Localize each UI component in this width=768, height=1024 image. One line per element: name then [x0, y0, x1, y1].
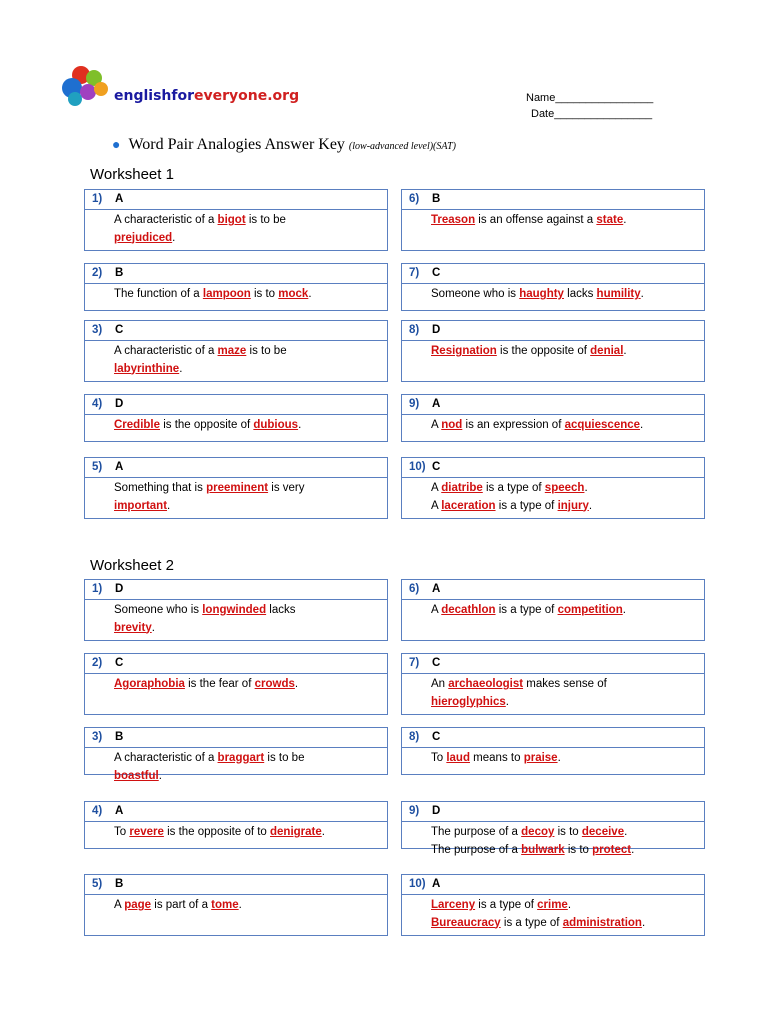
question-number: 7) [409, 657, 420, 669]
answer-letter: C [432, 731, 441, 743]
key-word: speech [544, 482, 585, 494]
answer-header [402, 458, 704, 478]
answer-letter: A [115, 805, 124, 817]
answer-header [85, 395, 387, 415]
analogy-line: A decathlon is a type of competition. [431, 604, 626, 616]
site-logo [62, 66, 112, 106]
date-field-line: Date________________ [531, 108, 653, 120]
answer-header [85, 802, 387, 822]
answer-letter: A [432, 398, 441, 410]
key-word: brevity [114, 621, 152, 634]
analogy-text [85, 822, 387, 842]
answer-letter: D [115, 398, 124, 410]
key-word: denial [590, 345, 624, 357]
analogy-line: Resignation is the opposite of denial. [431, 345, 627, 357]
key-word: mock [278, 288, 309, 300]
question-number: 6) [409, 193, 420, 205]
analogy-line: brevity. [114, 621, 155, 634]
answer-box [84, 874, 388, 936]
key-word: lampoon [202, 288, 251, 300]
answer-header [402, 190, 704, 210]
key-word: Resignation [431, 345, 497, 357]
answer-box [401, 189, 705, 251]
question-number: 3) [92, 324, 103, 336]
answer-header [402, 802, 704, 822]
question-number: 10) [409, 878, 426, 890]
analogy-line: boastful. [114, 769, 162, 782]
analogy-text [85, 600, 387, 637]
page-title [112, 136, 456, 154]
answer-box [84, 394, 388, 442]
analogy-text [85, 478, 387, 515]
key-word: Credible [114, 419, 161, 431]
key-word: Agoraphobia [114, 678, 185, 690]
key-word: boastful [114, 769, 159, 782]
key-word: state [596, 214, 624, 226]
key-word: deceive [581, 826, 625, 838]
answer-box [401, 320, 705, 382]
question-number: 10) [409, 461, 426, 473]
answer-box [401, 263, 705, 311]
answer-letter: D [115, 583, 124, 595]
analogy-text [85, 415, 387, 435]
answer-letter: B [115, 731, 124, 743]
analogy-line: To laud means to praise. [431, 752, 561, 764]
answer-header [402, 875, 704, 895]
answer-letter: A [432, 583, 441, 595]
answer-box [84, 579, 388, 641]
answer-letter: B [115, 878, 124, 890]
key-word: bigot [217, 214, 246, 226]
answer-header [85, 190, 387, 210]
answer-letter: B [115, 267, 124, 279]
answer-header [85, 264, 387, 284]
key-word: laud [446, 752, 470, 764]
key-word: administration [562, 916, 642, 929]
analogy-line: A characteristic of a maze is to be [114, 345, 287, 357]
question-number: 5) [92, 461, 103, 473]
answer-header [402, 654, 704, 674]
answer-header [85, 580, 387, 600]
question-number: 9) [409, 805, 420, 817]
answer-header [402, 264, 704, 284]
title-note: (low-advanced level)(SAT) [348, 141, 457, 152]
key-word: tome [211, 899, 239, 911]
answer-box [84, 457, 388, 519]
key-word: archaeologist [448, 678, 524, 690]
answer-letter: B [432, 193, 441, 205]
key-word: protect [592, 843, 632, 856]
key-word: labyrinthine [114, 362, 180, 375]
analogy-text [85, 284, 387, 304]
key-word: revere [129, 826, 164, 838]
analogy-text [402, 415, 704, 435]
key-word: braggart [217, 752, 265, 764]
analogy-line: The function of a lampoon is to mock. [114, 288, 312, 300]
analogy-line: Someone who is longwinded lacks [114, 604, 296, 616]
analogy-text [402, 600, 704, 620]
key-word: Larceny [431, 899, 476, 911]
worksheet-2-heading: Worksheet 2 [90, 557, 174, 574]
key-word: nod [441, 419, 463, 431]
key-word: decathlon [441, 604, 496, 616]
question-number: 1) [92, 193, 103, 205]
answer-letter: D [432, 324, 441, 336]
answer-header [85, 875, 387, 895]
key-word: humility [596, 288, 641, 300]
key-word: bulwark [521, 843, 565, 856]
name-field-line: Name________________ [526, 92, 654, 104]
site-name [114, 88, 299, 104]
answer-box [401, 801, 705, 856]
answer-header [402, 580, 704, 600]
key-word: haughty [519, 288, 564, 300]
key-word: maze [217, 345, 247, 357]
answer-header [402, 728, 704, 748]
question-number: 2) [92, 267, 103, 279]
site-name-part2: everyone.org [194, 88, 300, 104]
key-word: crime [537, 899, 568, 911]
question-number: 4) [92, 805, 103, 817]
key-word: longwinded [202, 604, 267, 616]
analogy-line: important. [114, 499, 171, 512]
answer-letter: C [115, 657, 124, 669]
analogy-text [402, 822, 704, 859]
answer-header [85, 458, 387, 478]
question-number: 1) [92, 583, 103, 595]
analogy-line: An archaeologist makes sense of [431, 678, 607, 690]
key-word: prejudiced [114, 231, 173, 244]
answer-letter: D [432, 805, 441, 817]
key-word: hieroglyphics [431, 695, 506, 708]
analogy-text [402, 284, 704, 304]
analogy-text [402, 210, 704, 230]
key-word: injury [557, 499, 589, 512]
answer-header [402, 395, 704, 415]
question-number: 8) [409, 731, 420, 743]
analogy-line: Agoraphobia is the fear of crowds. [114, 678, 299, 690]
answer-box [401, 727, 705, 775]
analogy-text [85, 341, 387, 378]
answer-letter: C [432, 461, 441, 473]
analogy-text [85, 674, 387, 694]
answer-box [84, 727, 388, 782]
analogy-line: A laceration is a type of injury. [431, 499, 593, 512]
analogy-line: A characteristic of a bigot is to be [114, 214, 286, 226]
key-word: laceration [441, 499, 496, 512]
answer-box [84, 653, 388, 715]
analogy-text [402, 341, 704, 361]
analogy-line: hieroglyphics. [431, 695, 509, 708]
analogy-text [402, 895, 704, 932]
analogy-line: labyrinthine. [114, 362, 183, 375]
key-word: competition [557, 604, 623, 616]
analogy-line: Something that is preeminent is very [114, 482, 305, 494]
analogy-line: A diatribe is a type of speech. [431, 482, 588, 494]
key-word: decoy [521, 826, 555, 838]
analogy-line: prejudiced. [114, 231, 176, 244]
answer-letter: C [115, 324, 124, 336]
analogy-line: A page is part of a tome. [114, 899, 242, 911]
key-word: praise [523, 752, 558, 764]
analogy-line: Treason is an offense against a state. [431, 214, 627, 226]
analogy-line: Bureaucracy is a type of administration. [431, 916, 646, 929]
title-text: Word Pair Analogies Answer Key [128, 136, 345, 153]
analogy-line: To revere is the opposite of to denigrate. [114, 826, 325, 838]
answer-header [85, 654, 387, 674]
answer-header [85, 728, 387, 748]
answer-header [402, 321, 704, 341]
answer-letter: A [115, 193, 124, 205]
key-word: acquiescence [564, 419, 641, 431]
answer-box [401, 653, 705, 715]
answer-box [84, 189, 388, 251]
question-number: 3) [92, 731, 103, 743]
site-name-part1: englishfor [114, 88, 194, 104]
question-number: 9) [409, 398, 420, 410]
analogy-text [402, 748, 704, 768]
key-word: Bureaucracy [431, 916, 501, 929]
question-number: 5) [92, 878, 103, 890]
analogy-text [85, 210, 387, 247]
key-word: diatribe [441, 482, 483, 494]
key-word: Treason [431, 214, 476, 226]
bullet-icon: ● [112, 138, 121, 153]
question-number: 6) [409, 583, 420, 595]
question-number: 8) [409, 324, 420, 336]
analogy-text [402, 478, 704, 515]
analogy-text [402, 674, 704, 711]
answer-letter: A [432, 878, 441, 890]
key-word: dubious [253, 419, 299, 431]
answer-letter: A [115, 461, 124, 473]
key-word: page [124, 899, 152, 911]
analogy-line: Credible is the opposite of dubious. [114, 419, 302, 431]
question-number: 7) [409, 267, 420, 279]
answer-box [84, 320, 388, 382]
analogy-line: The purpose of a bulwark is to protect. [431, 843, 635, 856]
answer-letter: C [432, 657, 441, 669]
analogy-line: A characteristic of a braggart is to be [114, 752, 305, 764]
analogy-text [85, 895, 387, 915]
answer-header [85, 321, 387, 341]
question-number: 2) [92, 657, 103, 669]
key-word: important [114, 499, 168, 512]
analogy-line: A nod is an expression of acquiescence. [431, 419, 644, 431]
key-word: preeminent [206, 482, 269, 494]
analogy-line: Someone who is haughty lacks humility. [431, 288, 644, 300]
answer-box [401, 874, 705, 936]
analogy-line: Larceny is a type of crime. [431, 899, 572, 911]
analogy-text [85, 748, 387, 785]
key-word: denigrate [270, 826, 322, 838]
answer-box [401, 394, 705, 442]
key-word: crowds [254, 678, 295, 690]
answer-box [401, 457, 705, 519]
question-number: 4) [92, 398, 103, 410]
worksheet-1-heading: Worksheet 1 [90, 166, 174, 183]
answer-box [401, 579, 705, 641]
answer-letter: C [432, 267, 441, 279]
answer-box [84, 801, 388, 849]
analogy-line: The purpose of a decoy is to deceive. [431, 826, 628, 838]
answer-box [84, 263, 388, 311]
